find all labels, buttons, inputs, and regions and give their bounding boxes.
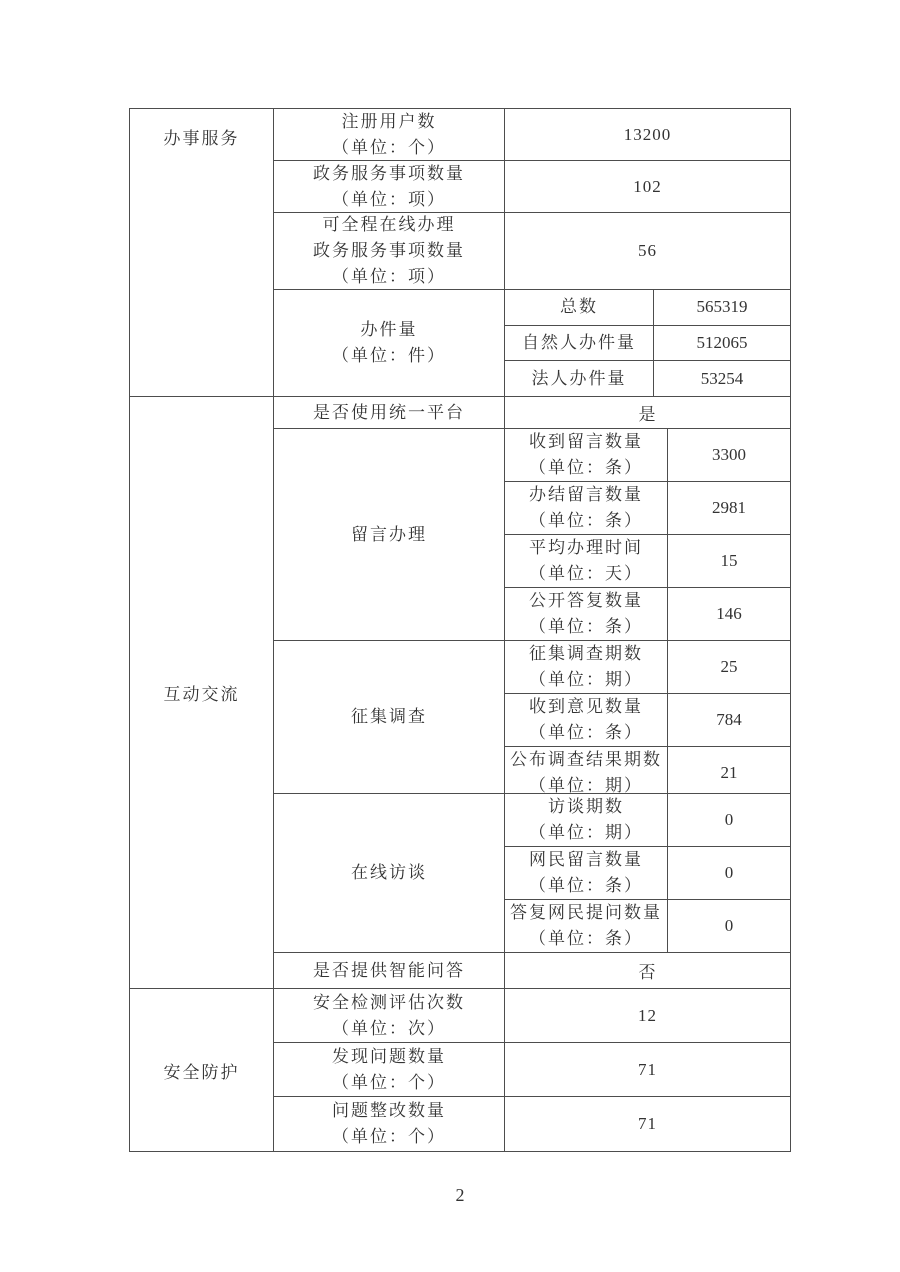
subrow-results-published <box>505 747 790 799</box>
subrow-name <box>505 326 654 361</box>
subrow-value <box>668 482 790 534</box>
table-row-online-items <box>274 213 790 290</box>
row-label <box>274 989 505 1042</box>
row-label-line: 征集调查 <box>351 707 427 726</box>
row-label-line: 是否提供智能问答 <box>313 960 465 980</box>
section-rows <box>274 109 790 396</box>
category-label: 办事服务 <box>163 129 240 148</box>
table-row-group-caseload <box>274 290 790 396</box>
table-row-unified-platform <box>274 397 790 429</box>
value-text: 15 <box>720 551 738 570</box>
row-label-line: 政务服务事项数量 <box>313 241 465 260</box>
subrow-name-line: 网民留言数量 <box>529 850 643 869</box>
subrow-group <box>505 794 790 952</box>
subrow-name <box>505 429 668 481</box>
value-text: 否 <box>638 963 657 982</box>
table-row-group-messages <box>274 429 790 641</box>
subrow-questions-answered <box>505 900 790 952</box>
subrow-name-line: 总数 <box>560 297 598 317</box>
row-label-line: 安全检测评估次数 <box>313 992 465 1012</box>
category-cell-interaction <box>130 397 274 988</box>
row-value <box>505 161 790 212</box>
subrow-value <box>668 535 790 587</box>
value-text: 53254 <box>700 368 744 388</box>
category-label: 互动交流 <box>163 685 240 704</box>
value-text: 25 <box>720 657 738 676</box>
category-cell-security <box>130 989 274 1151</box>
subrow-name-line: 征集调查期数 <box>529 644 643 663</box>
row-label-line: 办件量 <box>360 320 418 339</box>
section-rows <box>274 397 790 988</box>
category-label: 安全防护 <box>163 1062 240 1082</box>
row-label <box>274 290 505 396</box>
row-label-unit: （单位：项） <box>332 189 446 209</box>
row-label-line: 可全程在线办理 <box>322 215 456 234</box>
subrow-group <box>505 641 790 793</box>
subrow-name <box>505 482 668 534</box>
row-value <box>505 109 790 160</box>
row-value <box>505 1043 790 1096</box>
row-value <box>505 1097 790 1151</box>
subrow-name-unit: （单位：期） <box>529 823 643 842</box>
table-row-smart-qa <box>274 953 790 988</box>
subrow-name-line: 答复网民提问数量 <box>510 903 662 922</box>
section-security <box>130 989 790 1151</box>
subrow-netizen-messages <box>505 847 790 900</box>
subrow-value <box>654 361 790 396</box>
value-text: 146 <box>716 604 742 623</box>
value-text: 是 <box>638 405 657 424</box>
subrow-value <box>668 900 790 952</box>
value-text: 2981 <box>712 498 746 517</box>
section-service <box>130 109 790 397</box>
row-value <box>505 953 790 988</box>
table-row-security-checks <box>274 989 790 1043</box>
row-value <box>505 213 790 289</box>
subrow-name <box>505 794 668 846</box>
value-text: 13200 <box>623 124 672 144</box>
row-value <box>505 397 790 428</box>
value-text: 512065 <box>696 333 748 352</box>
subrow-name-unit: （单位：条） <box>529 458 643 477</box>
subrow-value <box>668 641 790 693</box>
value-text: 3300 <box>712 445 746 464</box>
value-text: 565319 <box>696 297 748 317</box>
subrow-name-line: 公开答复数量 <box>529 591 643 610</box>
row-label-unit: （单位：个） <box>332 1127 446 1146</box>
subrow-name-unit: （单位：天） <box>529 564 643 583</box>
subrow-name-line: 公布调查结果期数 <box>510 750 662 769</box>
subrow-public-replies <box>505 588 790 640</box>
subrow-name-unit: （单位：条） <box>529 723 643 742</box>
row-label <box>274 953 505 988</box>
subrow-name-unit: （单位：条） <box>529 929 643 948</box>
table-row-registered-users <box>274 109 790 161</box>
value-text: 102 <box>633 176 662 196</box>
row-label-line: 政务服务事项数量 <box>313 163 465 183</box>
subrow-name <box>505 641 668 693</box>
subrow-name-unit: （单位：条） <box>529 617 643 636</box>
page-number: 2 <box>455 1185 465 1205</box>
subrow-name-unit: （单位：期） <box>529 670 643 689</box>
value-text: 784 <box>716 710 742 729</box>
subrow-name-line: 收到意见数量 <box>529 697 643 716</box>
row-label-line: 在线访谈 <box>351 863 427 882</box>
subrow-natural-person <box>505 326 790 362</box>
table-row-group-surveys <box>274 641 790 794</box>
value-text: 71 <box>638 1059 657 1079</box>
subrow-value <box>654 290 790 325</box>
row-label-unit: （单位：件） <box>332 346 446 365</box>
subrow-name-unit: （单位：条） <box>529 511 643 530</box>
subrow-name <box>505 361 654 396</box>
row-value <box>505 989 790 1042</box>
row-label-line: 注册用户数 <box>341 111 437 131</box>
row-label <box>274 161 505 212</box>
subrow-legal-person <box>505 361 790 396</box>
subrow-value <box>668 694 790 746</box>
subrow-survey-issues <box>505 641 790 694</box>
subrow-value <box>654 326 790 361</box>
subrow-name <box>505 694 668 746</box>
row-label-unit: （单位：个） <box>332 137 446 157</box>
table-row-service-items <box>274 161 790 213</box>
value-text: 0 <box>724 863 734 882</box>
subrow-group <box>505 290 790 396</box>
row-label-line: 发现问题数量 <box>332 1046 446 1066</box>
row-label <box>274 794 505 952</box>
value-text: 12 <box>638 1005 657 1025</box>
row-label <box>274 109 505 160</box>
subrow-name <box>505 747 668 799</box>
row-label-unit: （单位：项） <box>332 267 446 286</box>
subrow-value <box>668 747 790 799</box>
subrow-value <box>668 429 790 481</box>
category-cell-service <box>130 109 274 396</box>
report-table <box>129 108 791 1152</box>
subrow-name-line: 收到留言数量 <box>529 432 643 451</box>
table-row-problems-found <box>274 1043 790 1097</box>
value-text: 21 <box>720 763 738 782</box>
subrow-name-line: 办结留言数量 <box>529 485 643 504</box>
subrow-messages-received <box>505 429 790 482</box>
subrow-value <box>668 847 790 899</box>
row-label-line: 留言办理 <box>351 524 427 544</box>
value-text: 56 <box>638 241 657 260</box>
subrow-name-line: 平均办理时间 <box>529 538 643 557</box>
table-row-group-interviews <box>274 794 790 953</box>
row-label <box>274 397 505 428</box>
subrow-value <box>668 588 790 640</box>
table-row-problems-fixed <box>274 1097 790 1151</box>
row-label-line: 问题整改数量 <box>332 1101 446 1120</box>
row-label <box>274 641 505 793</box>
row-label <box>274 429 505 640</box>
subrow-name-line: 法人办件量 <box>531 368 627 388</box>
subrow-average-time <box>505 535 790 588</box>
value-text: 71 <box>638 1114 657 1133</box>
row-label <box>274 1097 505 1151</box>
value-text: 0 <box>724 810 734 829</box>
section-rows <box>274 989 790 1151</box>
row-label-unit: （单位：次） <box>332 1018 446 1038</box>
value-text: 0 <box>724 916 734 935</box>
subrow-name <box>505 847 668 899</box>
subrow-group <box>505 429 790 640</box>
subrow-messages-handled <box>505 482 790 535</box>
row-label-line: 是否使用统一平台 <box>313 402 465 422</box>
row-label <box>274 213 505 289</box>
section-interaction <box>130 397 790 989</box>
subrow-name <box>505 535 668 587</box>
subrow-opinions-received <box>505 694 790 747</box>
subrow-value <box>668 794 790 846</box>
subrow-name <box>505 588 668 640</box>
subrow-interview-issues <box>505 794 790 847</box>
subrow-total <box>505 290 790 326</box>
subrow-name-unit: （单位：期） <box>529 776 643 795</box>
subrow-name-line: 自然人办件量 <box>522 333 636 352</box>
subrow-name-unit: （单位：条） <box>529 876 643 895</box>
subrow-name <box>505 900 668 952</box>
row-label <box>274 1043 505 1096</box>
row-label-unit: （单位：个） <box>332 1072 446 1092</box>
subrow-name-line: 访谈期数 <box>548 797 624 816</box>
subrow-name <box>505 290 654 325</box>
